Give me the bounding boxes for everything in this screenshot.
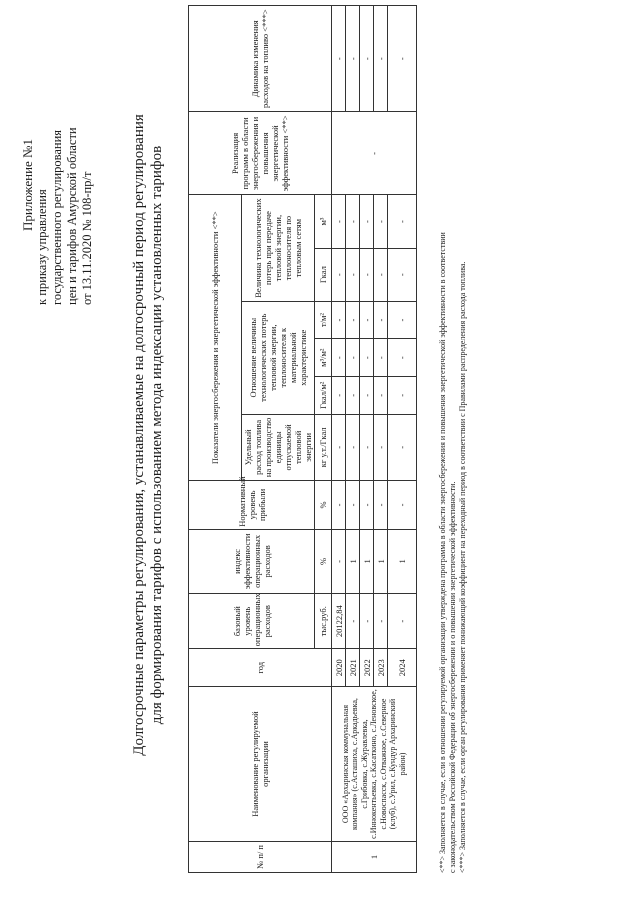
cell-base: - (388, 594, 417, 649)
cell-ratio-m3: - (332, 339, 346, 377)
cell-base: - (374, 594, 388, 649)
cell-loss-gcal: - (360, 248, 374, 301)
header-profit-level: Нормативный уровень прибыли (189, 481, 315, 530)
cell-profit: - (332, 481, 346, 530)
unit-fuel: кг у.т./Гкал (315, 414, 332, 480)
cell-fuel: - (374, 414, 388, 480)
cell-loss-gcal: - (332, 248, 346, 301)
row-number: 1 (332, 842, 417, 873)
cell-profit: - (388, 481, 417, 530)
footnotes (438, 5, 468, 873)
unit-loss-gcal: Гкал (315, 248, 332, 301)
footnote-program-cont: с законодательством Российской Федерации об энергосбережении и о повышении энергетической эффективности. (448, 481, 457, 873)
cell-fuel: - (346, 414, 360, 480)
appendix-line-order: к приказу управления (35, 189, 49, 305)
cell-loss-m3: - (388, 195, 417, 248)
appendix-header (20, 65, 95, 305)
cell-fuel: - (360, 414, 374, 480)
unit-index: % (315, 529, 332, 593)
header-organization: Наименование регулируемой организации (189, 687, 332, 842)
cell-year: 2021 (346, 649, 360, 687)
cell-fuel: - (388, 414, 417, 480)
cell-ratio-t: - (360, 301, 374, 339)
header-efficiency-index: индекс эффективности операционных расходов (189, 529, 315, 593)
cell-program: - (332, 112, 417, 195)
header-program: Реализация программ в области энергосбережения и повышения энергетической эффективности <**> (189, 112, 332, 195)
cell-base: 20122,84 (332, 594, 346, 649)
cell-index: - (332, 529, 346, 593)
cell-dynamics: - (374, 6, 388, 112)
cell-loss-gcal: - (346, 248, 360, 301)
cell-ratio-m3: - (346, 339, 360, 377)
cell-loss-m3: - (360, 195, 374, 248)
cell-loss-gcal: - (388, 248, 417, 301)
cell-base: - (360, 594, 374, 649)
table-row (332, 6, 346, 873)
cell-profit: - (374, 481, 388, 530)
unit-ratio-t: т/м² (315, 301, 332, 339)
cell-profit: - (360, 481, 374, 530)
cell-ratio-t: - (388, 301, 417, 339)
cell-loss-m3: - (374, 195, 388, 248)
cell-ratio-gcal: - (360, 377, 374, 415)
cell-ratio-t: - (346, 301, 360, 339)
header-loss-ratio: Отношение величины технологических потерь тепловой энергии, теплоносителя к материальной характеристике (242, 301, 315, 414)
appendix-line-date: от 13.11.2020 № 108-пр/т (80, 171, 94, 305)
footnote-fuel: <***> Заполняется в случае, если орган регулирования применяет понижающий коэффициент на переходный период в соответствии с Правилами распределения расхода топлива. (458, 261, 467, 873)
cell-dynamics: - (346, 6, 360, 112)
header-tech-losses: Величина технологических потерь при передаче тепловой энергии, теплоносителя по тепловым сетям (242, 195, 315, 301)
cell-year: 2020 (332, 649, 346, 687)
unit-ratio-gcal: Гкал/м² (315, 377, 332, 415)
cell-ratio-m3: - (388, 339, 417, 377)
document-title-line2: для формирования тарифов с использованием метода индексации установленных тарифов (149, 145, 165, 725)
header-energy-indicators: Показатели энергосбережения и энергетической эффективности <**> (189, 195, 242, 481)
cell-ratio-m3: - (360, 339, 374, 377)
header-base-level: базовый уровень операционных расходов (189, 594, 315, 649)
cell-ratio-gcal: - (388, 377, 417, 415)
cell-index: 1 (388, 529, 417, 593)
cell-ratio-gcal: - (374, 377, 388, 415)
cell-profit: - (346, 481, 360, 530)
unit-profit: % (315, 481, 332, 530)
cell-dynamics: - (360, 6, 374, 112)
unit-base: тыс.руб. (315, 594, 332, 649)
organization-name: ООО «Архаринская коммунальная компания» (с.Асташиха, с.Аркадьевка, с.Грибовка, с.Журавлевка, с.Иннокентьевка, с.Касаткино, с.Леновское, с.Новоспасск, с.Отважное, с.Северное (клуб), с.Урил, с.Кундур Архаринский район) (332, 687, 417, 842)
appendix-number: Приложение №1 (20, 139, 35, 231)
cell-year: 2024 (388, 649, 417, 687)
cell-dynamics: - (388, 6, 417, 112)
cell-ratio-m3: - (374, 339, 388, 377)
cell-index: 1 (374, 529, 388, 593)
header-fuel-dynamics: Динамика изменения расходов на топливо <***> (189, 6, 332, 112)
cell-base: - (346, 594, 360, 649)
cell-ratio-t: - (374, 301, 388, 339)
cell-loss-m3: - (332, 195, 346, 248)
cell-ratio-gcal: - (332, 377, 346, 415)
cell-fuel: - (332, 414, 346, 480)
cell-loss-m3: - (346, 195, 360, 248)
document-title (130, 5, 166, 865)
cell-dynamics: - (332, 6, 346, 112)
header-year: год (189, 649, 332, 687)
header-number: № п/ п (189, 842, 332, 873)
cell-loss-gcal: - (374, 248, 388, 301)
cell-year: 2023 (374, 649, 388, 687)
appendix-line-region: цен и тарифов Амурской области (65, 127, 79, 305)
unit-loss-m3: м³ (315, 195, 332, 248)
appendix-line-authority: государственного регулирования (50, 129, 64, 305)
cell-ratio-t: - (332, 301, 346, 339)
cell-ratio-gcal: - (346, 377, 360, 415)
cell-index: 1 (360, 529, 374, 593)
unit-ratio-m3: м³/м² (315, 339, 332, 377)
footnote-program: <**> Заполняется в случае, если в отношении регулируемой организации утверждена программа в области энергосбережения и повышения энергетической эффективности в соответствии (438, 232, 447, 873)
header-fuel-consumption: Удельный расход топлива на производство единицы отпускаемой тепловой энергии (242, 414, 315, 480)
cell-index: 1 (346, 529, 360, 593)
document-title-line1: Долгосрочные параметры регулирования, устанавливаемые на долгосрочный период регулирования (131, 114, 147, 756)
cell-year: 2022 (360, 649, 374, 687)
parameters-table (188, 5, 417, 873)
